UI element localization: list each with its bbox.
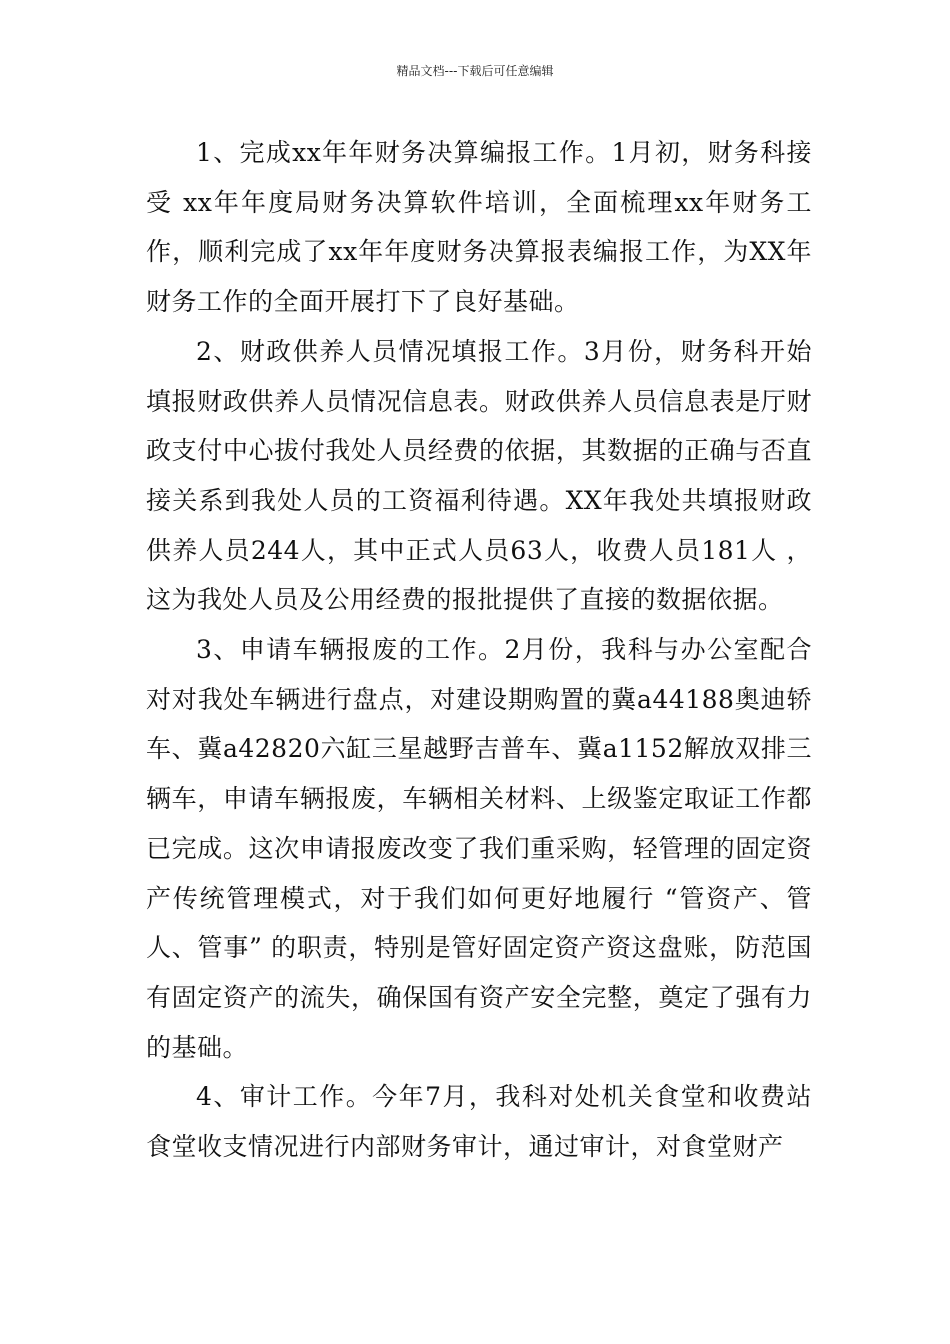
paragraph-4: 4、审计工作。今年7月，我科对处机关食堂和收费站食堂收支情况进行内部财务审计，通过审计，对食堂财产	[146, 1082, 812, 1162]
page-header: 精品文档---下载后可任意编辑	[396, 64, 554, 78]
paragraph-3: 3、申请车辆报废的工作。2月份，我科与办公室配合对对我处车辆进行盘点，对建设期购置的冀a44188奥迪轿车、冀a42820六缸三星越野吉普车、冀a1152解放双排三辆车，申请车辆报废，车辆相关材料、上级鉴定取证工作都已完成。这次申请报废改变了我们重采购，轻管理的固定资产传统管理模式，对于我们如何更好地履行 “管资产、管人、管事” 的职责，特别是管好固定资产资这盘账，防范国有固定资产的流失，确保国有资产安全完整，奠定了强有力的基础。	[146, 635, 812, 1062]
paragraph-2: 2、财政供养人员情况填报工作。3月份，财务科开始填报财政供养人员情况信息表。财政供养人员信息表是厅财政支付中心拔付我处人员经费的依据，其数据的正确与否直接关系到我处人员的工资福利待遇。XX年我处共填报财政供养人员244人，其中正式人员63人，收费人员181人 ，这为我处人员及公用经费的报批提供了直接的数据依据。	[146, 336, 812, 615]
paragraph-1: 1、完成xx年年财务决算编报工作。1月初，财务科接受 xx年年度局财务决算软件培训，全面梳理xx年财务工作，顺利完成了xx年年度财务决算报表编报工作，为XX年财务工作的全面开展打下了良好基础。	[146, 138, 812, 317]
document-body	[146, 128, 812, 1172]
